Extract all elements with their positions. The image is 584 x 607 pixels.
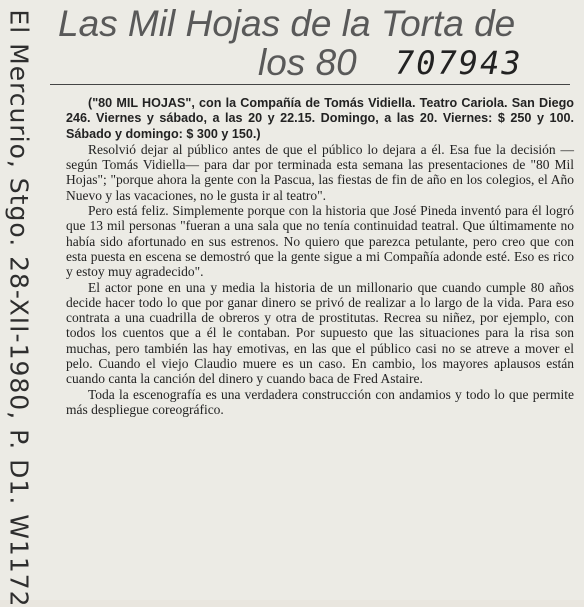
paragraph-1: Resolvió dejar al público antes de que el público lo dejara a él. Esa fue la decisión —según Tomás Vidiella— para dar por terminada esta semana las presentaciones de "80 Mil Hojas"; "porque ahora la gente con la Pascua, las fiestas de fin de año en los colegios, el Año Nuevo y las vacaciones, no le gusta ir al teatro". <box>66 141 574 203</box>
title-line-2: los 80 <box>258 42 357 83</box>
paragraph-3: El actor pone en una y media la historia de un millonario que cuando cumple 80 años decide hacer todo lo que por ganar dinero se privó de realizar a lo largo de la vida. Para eso contrata a una cuadrilla de obreros y otra de prostitutas. Recrea su niñez, por ejemplo, con todos los cuentos que a él le contaban. Por supuesto que las situaciones para la risa son muchas, pero también las hay emotivas, en las que el público casi no se atreve a mover el pelo. Cuando el viejo Claudio muere es un caso. En cambio, los mayores aplausos están cuando canta la canción del dinero y cuando baca de Fred Astaire. <box>66 279 574 387</box>
title-line-1: Las Mil Hojas de la Torta de <box>58 3 516 44</box>
margin-annotation <box>2 8 36 607</box>
paragraph-4: Toda la escenografía es una verdadera construcción con andamios y todo lo que permite más despliegue coreográfico. <box>66 386 574 417</box>
handwritten-code: 707943 <box>395 44 523 82</box>
article-body <box>66 96 574 417</box>
paragraph-2: Pero está feliz. Simplemente porque con la historia que José Pineda inventó para él logró que 13 mil personas "fueran a una sala que no tenía continuidad teatral. Que últimamente no había sido afortunado en sus estrenos. No quiero que parezca petulante, pero creo que con esta puesta en escena se demostró que la gente sigue a mi Compañía adonde esté. Eso es rico y estoy muy agradecido". <box>66 203 574 280</box>
play-credits: ("80 MIL HOJAS", con la Compañía de Tomás Vidiella. Teatro Cariola. San Diego 246. Viernes y sábado, a las 20 y 22.15. Domingo, a las 20. Viernes: $ 250 y 100. Sábado y domingo: $ 300 y 150.) <box>66 96 574 141</box>
margin-annotation-text: El Mercurio, Stgo. 28-XII-1980, P. D1. W1172 <box>4 8 34 607</box>
title-rule <box>50 84 570 85</box>
